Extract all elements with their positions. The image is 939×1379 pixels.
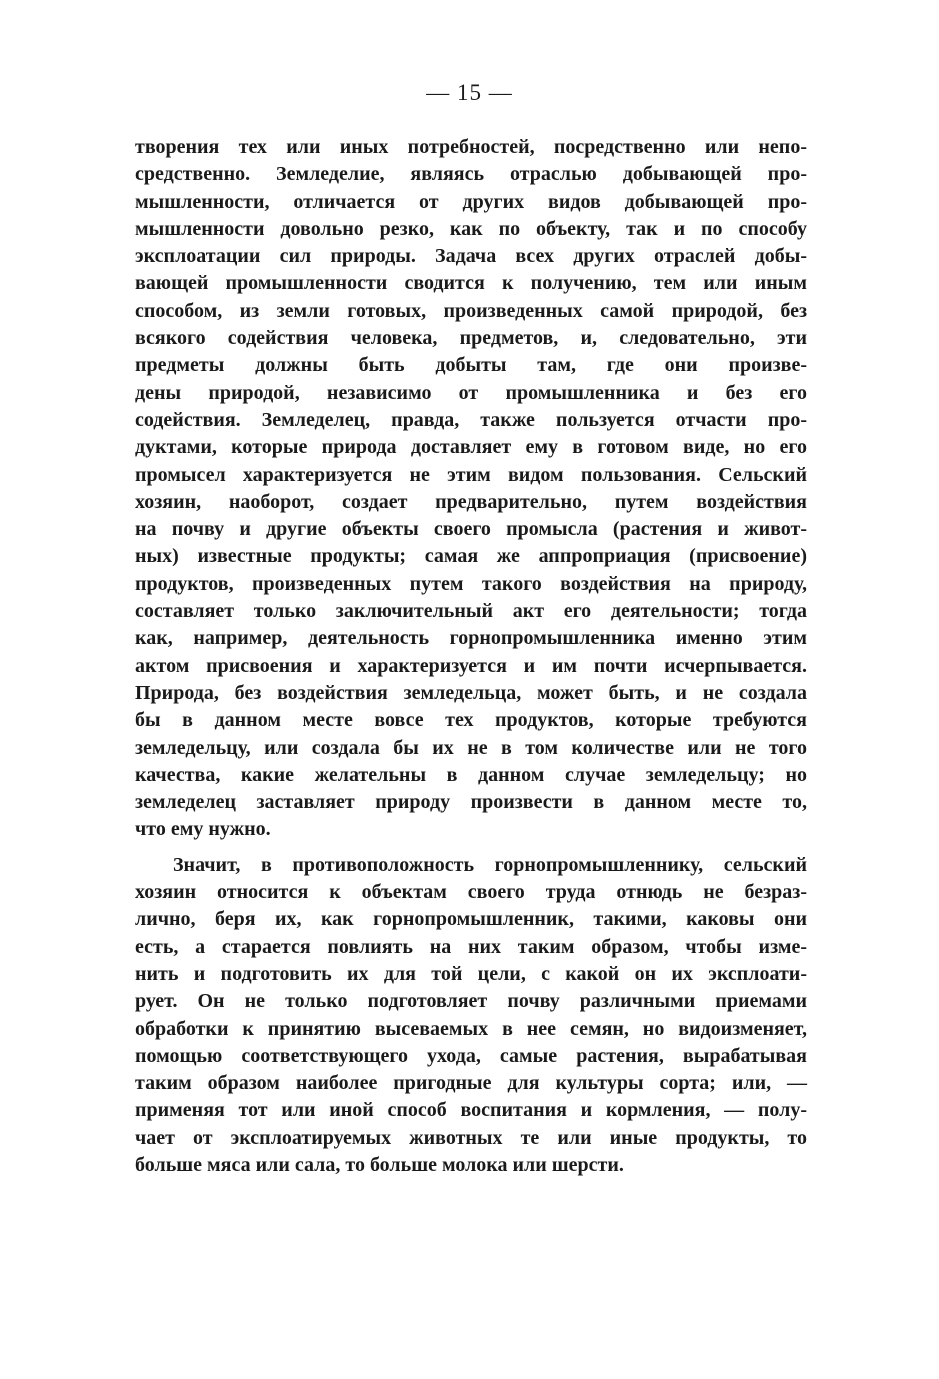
text-line: есть, а старается повлиять на них таким образом, чтобы изме- (135, 935, 807, 958)
text-line: больше мяса или сала, то больше молока или шерсти. (135, 1153, 624, 1176)
paragraph-gap (135, 844, 807, 852)
text-line: обработки к принятию высеваемых в нее семян, но видоизменяет, (135, 1017, 807, 1040)
text-line: промысел характеризуется не этим видом пользования. Сельский (135, 463, 807, 486)
text-line: применяя тот или иной способ воспитания и кормления, — полу- (135, 1099, 807, 1122)
text-line: земледелец заставляет природу произвести в данном месте то, (135, 791, 807, 814)
text-line: помощью соответствующего ухода, самые растения, вырабатывая (135, 1044, 807, 1067)
text-line: ных) известные продукты; самая же аппроприация (присвоение) (135, 545, 807, 568)
text-line: Значит, в противоположность горнопромышленнику, сельский (173, 853, 807, 876)
text-line: актом присвоения и характеризуется и им почти исчерпывается. (135, 654, 807, 677)
text-line: лично, беря их, как горнопромышленник, такими, каковы они (135, 908, 807, 931)
text-line: способом, из земли готовых, произведенных самой природой, без (135, 299, 807, 322)
text-line: дены природой, независимо от промышленника и без его (135, 381, 807, 404)
text-line: хозяин, наоборот, создает предварительно, путем воздействия (135, 490, 807, 513)
text-line: средственно. Земледелие, являясь отраслью добывающей про- (135, 163, 807, 186)
text-line: чает от эксплоатируемых животных те или иные продукты, то (135, 1126, 807, 1149)
text-line: качества, какие желательны в данном случае земледельцу; но (135, 763, 807, 786)
text-line: содействия. Земледелец, правда, также пользуется отчасти про- (135, 408, 807, 431)
text-line: вающей промышленности сводится к получению, тем или иным (135, 272, 807, 295)
paragraph-2 (135, 852, 807, 1180)
text-line: эксплоатации сил природы. Задача всех других отраслей добы- (135, 245, 807, 268)
text-line: продуктов, произведенных путем такого воздействия на природу, (135, 572, 807, 595)
paragraph-1 (135, 134, 807, 844)
text-line: нить и подготовить их для той цели, с какой он их эксплоати- (135, 962, 807, 985)
text-line: мышленности, отличается от других видов добывающей про- (135, 190, 807, 213)
text-line: земледельцу, или создала бы их не в том количестве или не того (135, 736, 807, 759)
page-number: — 15 — (426, 80, 513, 105)
text-line: мышленности довольно резко, как по объекту, так и по способу (135, 217, 807, 240)
body-text (135, 134, 807, 1179)
text-line: творения тех или иных потребностей, посредственно или непо- (135, 136, 807, 158)
text-line: рует. Он не только подготовляет почву различными приемами (135, 990, 807, 1013)
text-line: дуктами, которые природа доставляет ему в готовом виде, но его (135, 436, 807, 459)
text-line: Природа, без воздействия земледельца, может быть, и не создала (135, 681, 807, 704)
text-line: хозяин относится к объектам своего труда отнюдь не безраз- (135, 881, 807, 904)
text-line: таким образом наиболее пригодные для культуры сорта; или, — (135, 1072, 807, 1095)
text-line: на почву и другие объекты своего промысла (растения и живот- (135, 518, 807, 541)
text-line: составляет только заключительный акт его деятельности; тогда (135, 600, 807, 623)
text-line: бы в данном месте вовсе тех продуктов, которые требуются (135, 709, 807, 732)
text-line: как, например, деятельность горнопромышленника именно этим (135, 627, 807, 650)
text-line: предметы должны быть добыты там, где они произве- (135, 354, 807, 377)
text-line: что ему нужно. (135, 818, 271, 841)
text-line: всякого содействия человека, предметов, и, следовательно, эти (135, 327, 807, 350)
